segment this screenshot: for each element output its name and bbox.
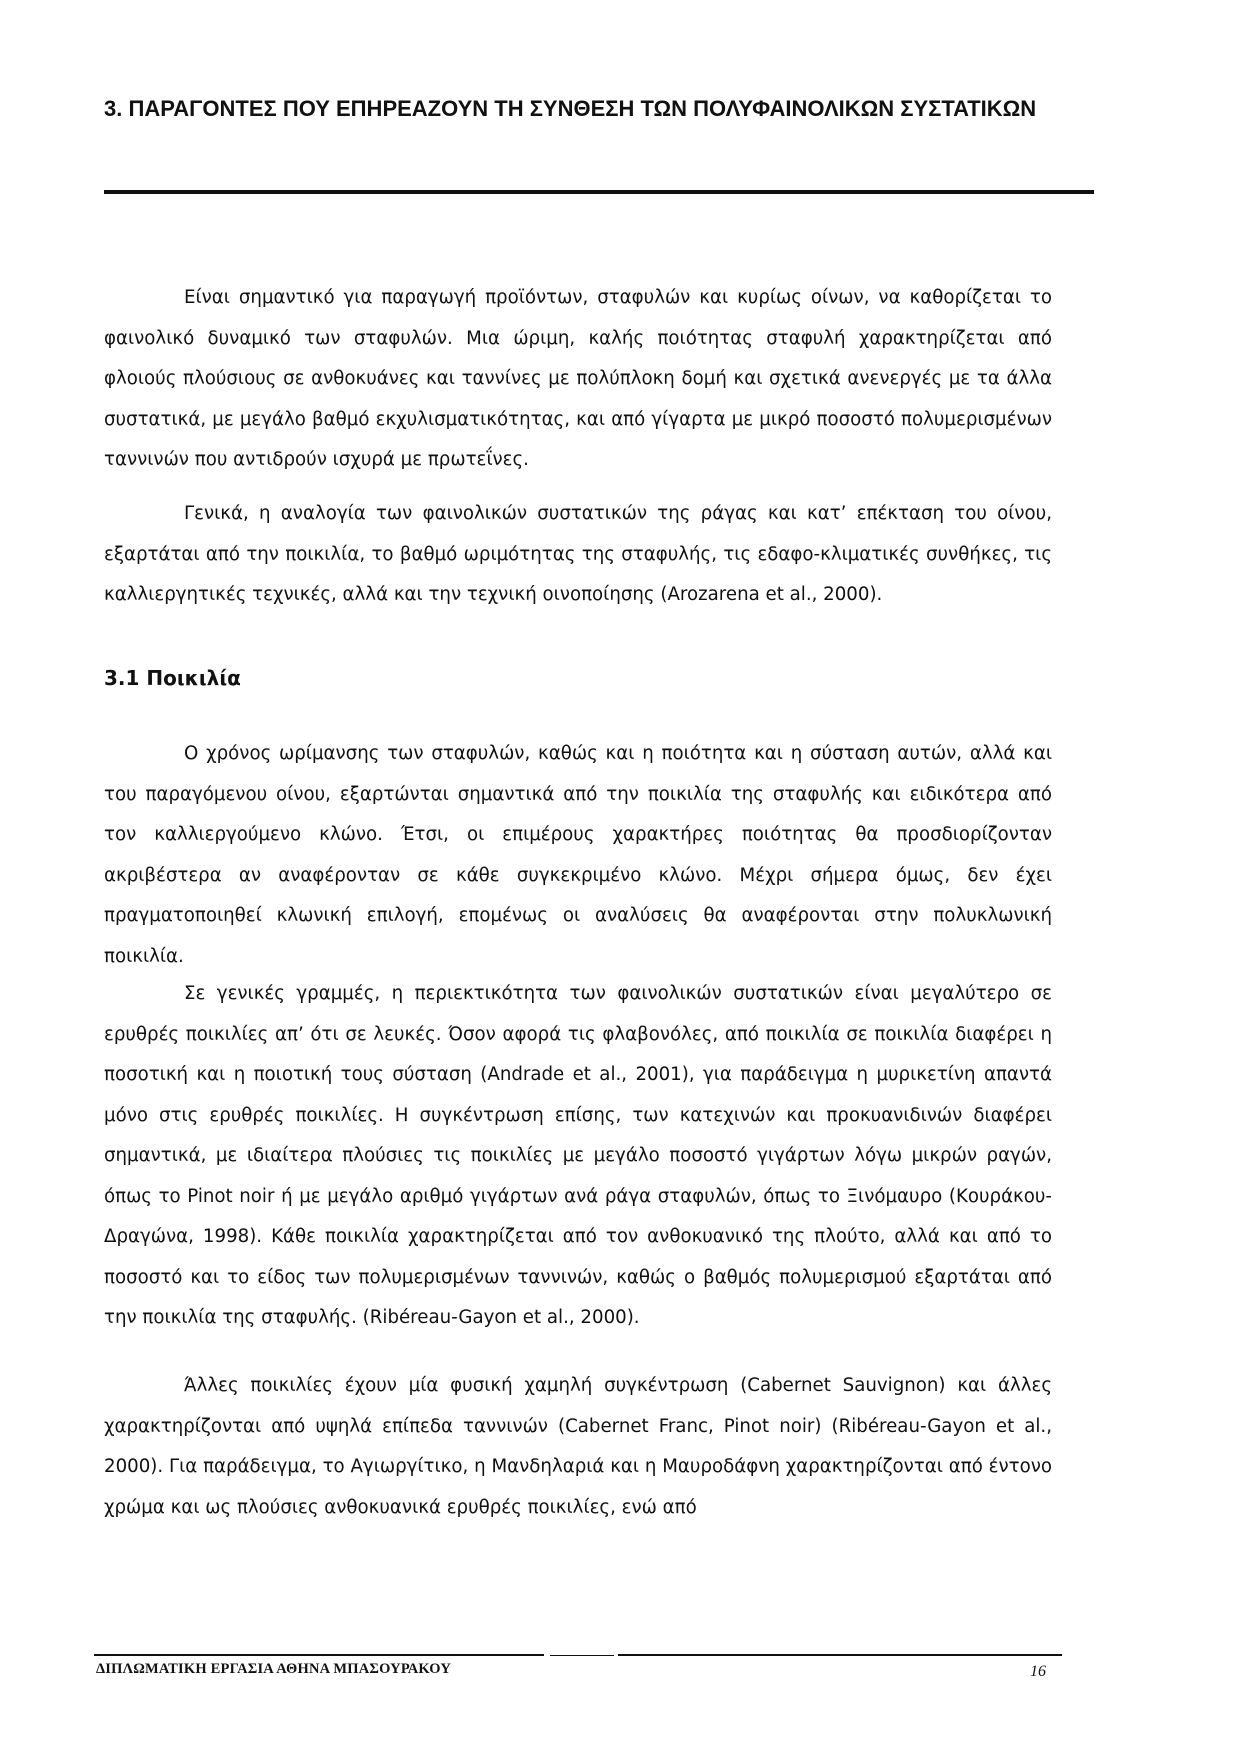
paragraph-varieties: Σε γενικές γραμμές, η περιεκτικότητα των φαινολικών συστατικών είναι μεγαλύτερο σε ερυθρές ποικιλίες απ’ ότι σε λευκές. Όσον αφορά τις φλαβονόλες, από ποικιλία σε ποικιλία διαφέρει η ποσοτική και η ποιοτική τους σύσταση (Andrade et al., 2001), για παράδειγμα η μυρικετίνη απαντά μόνο στις ερυθρές ποικιλίες. Η συγκέντρωση επίσης, των κατεχινών και προκυανιδινών διαφέρει σημαντικά, με ιδιαίτερα πλούσιες τις ποικιλίες με μεγάλο ποσοστό γιγάρτων λόγω μικρών ραγών, όπως το Pinot noir ή με μεγάλο αριθμό γιγάρτων ανά ράγα σταφυλών, όπως το Ξινόμαυρο (Κουράκου-Δραγώνα, 1998). Κάθε ποικιλία χαρακτηρίζεται από τον ανθοκυανικό της πλούτο, αλλά και από το ποσοστό και το είδος των πολυμερισμένων ταννινών, καθώς ο βαθμός πολυμερισμού εξαρτάται από την ποικιλία της σταφυλής. (Ribéreau-Gayon et al., 2000). bbox=[104, 983, 1052, 1328]
footer-text: ΔΙΠΛΩΜΑΤΙΚΗ ΕΡΓΑΣΙΑ ΑΘΗΝΑ ΜΠΑΣΟΥΡΑΚΟΥ bbox=[96, 1661, 452, 1677]
section-heading: 3. ΠΑΡΑΓΟΝΤΕΣ ΠΟΥ ΕΠΗΡΕΑΖΟΥΝ ΤΗ ΣΥΝΘΕΣΗ ΤΩΝ ΠΟΛΥΦΑΙΝΟΛΙΚΩΝ ΣΥΣΤΑΤΙΚΩΝ bbox=[104, 96, 1037, 121]
footer-rule-thin bbox=[550, 1655, 614, 1656]
paragraph-other-varieties: Άλλες ποικιλίες έχουν μία φυσική χαμηλή συγκέντρωση (Cabernet Sauvignon) και άλλες χαρακτηρίζονται από υψηλά επίπεδα ταννινών (Cabernet Franc, Pinot noir) (Ribéreau-Gayon et al., 2000). Για παράδειγμα, το Αγιωργίτικο, η Μανδηλαριά και η Μαυροδάφνη χαρακτηρίζονται από έντονο χρώμα και ως πλούσιες ανθοκυανικά ερυθρές ποικιλίες, ενώ από bbox=[104, 1375, 1052, 1518]
paragraph-general: Γενικά, η αναλογία των φαινολικών συστατικών της ράγας και κατ’ επέκταση του οίνου, εξαρτάται από την ποικιλία, το βαθμό ωριμότητας της σταφυλής, τις εδαφο-κλιματικές συνθήκες, τις καλλιεργητικές τεχνικές, αλλά και την τεχνική οινοποίησης (Arozarena et al., 2000). bbox=[104, 503, 1052, 605]
footer-rule-right bbox=[618, 1654, 1062, 1656]
paragraph-ripening: Ο χρόνος ωρίμανσης των σταφυλών, καθώς και η ποιότητα και η σύσταση αυτών, αλλά και του παραγόμενου οίνου, εξαρτώνται σημαντικά από την ποικιλία της σταφυλής και ειδικότερα από τον καλλιεργούμενο κλώνο. Έτσι, οι επιμέρους χαρακτήρες ποιότητας θα προσδιορίζονταν ακριβέστερα αν αναφέρονταν σε κάθε συγκεκριμένο κλώνο. Μέχρι σήμερα όμως, δεν έχει πραγματοποιηθεί κλωνική επιλογή, επομένως οι αναλύσεις θα αναφέρονται στην πολυκλωνική ποικιλία. bbox=[104, 743, 1052, 967]
heading-rule bbox=[104, 190, 1094, 194]
paragraph-intro: Είναι σημαντικό για παραγωγή προϊόντων, σταφυλών και κυρίως οίνων, να καθορίζεται το φαινολικό δυναμικό των σταφυλών. Μια ώριμη, καλής ποιότητας σταφυλή χαρακτηρίζεται από φλοιούς πλούσιους σε ανθοκυάνες και ταννίνες με πολύπλοκη δομή και σχετικά ανενεργές με τα άλλα συστατικά, με μεγάλο βαθμό εκχυλισματικότητας, και από γίγαρτα με μικρό ποσοστό πολυμερισμένων ταννινών που αντιδρούν ισχυρά με πρωτεΐνες. bbox=[104, 287, 1052, 470]
footer-rule bbox=[94, 1654, 544, 1656]
page-number: 16 bbox=[1030, 1663, 1046, 1680]
subsection-heading: 3.1 Ποικιλία bbox=[104, 666, 241, 690]
